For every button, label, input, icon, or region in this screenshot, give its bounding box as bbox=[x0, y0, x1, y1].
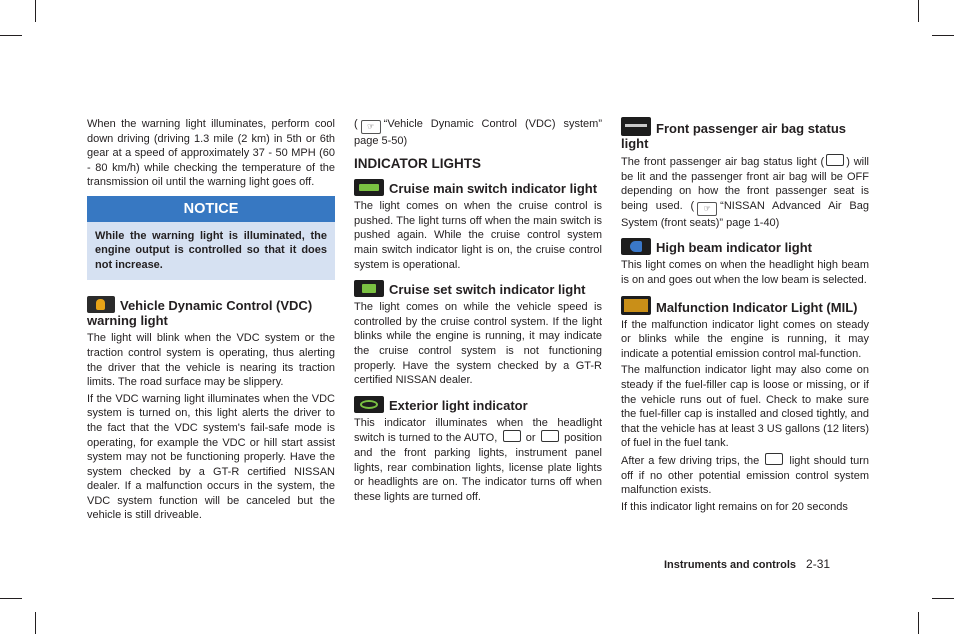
airbag-heading bbox=[621, 117, 869, 151]
middle-column bbox=[354, 117, 602, 506]
cruise-main-paragraph: The light comes on when the cruise control is pushed. The light turns off when the main switch is pushed again. While the cruise control system main switch indicator light is on, the cruise control system is operational. bbox=[354, 200, 602, 271]
highbeam-paragraph: This light comes on when the headlight high beam is on and goes out when the low beam is selected. bbox=[621, 259, 869, 286]
airbag-text-c: “NISSAN Advanced Air Bag System (front seats)” page 1-40) bbox=[621, 199, 869, 229]
crop-mark bbox=[0, 598, 22, 599]
vdc-warning-icon bbox=[87, 296, 115, 313]
service-engine-soon-icon bbox=[765, 453, 783, 465]
cruise-main-icon bbox=[354, 179, 384, 196]
footer-section: Instruments and controls bbox=[664, 559, 797, 571]
left-column bbox=[87, 117, 335, 525]
headlight-icon bbox=[541, 430, 559, 442]
reference-book-icon: ☞ bbox=[697, 202, 717, 216]
cruise-set-paragraph: The light comes on while the vehicle speed is controlled by the cruise control system. If the light blinks while the engine is running, it may indicate the cruise control system is not functioning properly. Have the system checked by a GT-R certified NISSAN dealer. bbox=[354, 301, 602, 387]
mil-paragraph-2: The malfunction indicator light may also come on steady if the fuel-filler cap is loose or missing, or if the vehicle runs out of fuel. Check to make sure the fuel-filler cap is installed and closed tightly, and that the vehicle has at least 3 US gallons (12 liters) of fuel in the fuel tank. bbox=[621, 364, 869, 450]
mil-icon bbox=[621, 296, 651, 315]
crop-mark bbox=[918, 612, 919, 634]
high-beam-icon bbox=[621, 238, 651, 255]
crop-mark bbox=[918, 0, 919, 22]
cooldown-paragraph: When the warning light illuminates, perform cool down driving (driving 1.3 mile (2 km) in 5th or 6th gear at a speed of approximately 37 - 50 MPH (60 - 80 km/h) while checking the temperature of the transmission oil until the warning light goes off. bbox=[87, 118, 335, 189]
parking-light-icon bbox=[503, 430, 521, 442]
reference-book-icon: ☞ bbox=[361, 120, 381, 134]
mil-text-b: light should turn off if no other potential emission control system malfunction exists. bbox=[621, 454, 870, 497]
mil-paragraph-1: If the malfunction indicator light comes on steady or blinks while the engine is running, it may indicate a potential emission control mal-function. bbox=[621, 318, 869, 360]
mil-heading-text: Malfunction Indicator Light (MIL) bbox=[656, 299, 858, 315]
vdc-heading-text: Vehicle Dynamic Control (VDC) warning light bbox=[87, 298, 313, 329]
ref-open-paren: ( bbox=[354, 118, 358, 130]
notice-title: NOTICE bbox=[87, 196, 335, 222]
exterior-text-b: position and the front parking lights, instrument panel lights, rear combination lights, license plate lights or headlights are on. The indicator turns off when these lights are turned off. bbox=[354, 432, 603, 503]
mil-paragraph-4: If this indicator light remains on for 20 seconds bbox=[621, 500, 848, 513]
vdc-paragraph-1: The light will blink when the VDC system or the traction control system is operating, thus alerting the driver that the vehicle is nearing its traction limits. The road surface may be slippery. bbox=[87, 332, 335, 389]
crop-mark bbox=[0, 35, 22, 36]
cruise-set-heading bbox=[354, 280, 602, 297]
vdc-reference bbox=[354, 117, 602, 149]
page-footer bbox=[664, 557, 830, 571]
exterior-heading bbox=[354, 396, 602, 413]
crop-mark bbox=[35, 612, 36, 634]
crop-mark bbox=[35, 0, 36, 22]
airbag-heading-text: Front passenger air bag status light bbox=[621, 121, 846, 151]
exterior-paragraph bbox=[354, 416, 602, 505]
mil-text-a: After a few driving trips, the bbox=[621, 454, 760, 467]
notice-box bbox=[87, 196, 335, 280]
cruise-main-heading bbox=[354, 179, 602, 196]
cruise-set-icon bbox=[354, 280, 384, 297]
airbag-off-icon bbox=[826, 154, 844, 166]
vdc-paragraph-2: If the VDC warning light illuminates when the VDC system is turned on, this light alerts the driver to the fact that the VDC system's fail-safe mode is operating, for example the VDC or hill start assist system may not be functioning properly. Have the system checked by a GT-R certified NISSAN dealer. If a malfunction occurs in the system, the VDC system function will be canceled but the vehicle is still driveable. bbox=[87, 392, 335, 522]
ref-text: “Vehicle Dynamic Control (VDC) system” page 5-50) bbox=[354, 118, 602, 147]
airbag-status-icon bbox=[621, 117, 651, 136]
airbag-text-a: The front passenger air bag status light ( bbox=[621, 156, 825, 168]
exterior-text-a: This indicator illuminates when the headlight switch is turned to the AUTO, bbox=[354, 416, 602, 445]
highbeam-heading-text: High beam indicator light bbox=[656, 240, 813, 256]
crop-mark bbox=[932, 35, 954, 36]
highbeam-heading bbox=[621, 238, 869, 255]
page-number: 2-31 bbox=[806, 557, 831, 571]
airbag-text-b: ) will be lit and the passenger front air bag will be OFF depending on how the front passenger seat is being used. ( bbox=[621, 156, 869, 212]
exterior-heading-text: Exterior light indicator bbox=[389, 397, 528, 413]
exterior-light-icon bbox=[354, 396, 384, 413]
section-heading: INDICATOR LIGHTS bbox=[354, 155, 481, 171]
notice-text: While the warning light is illuminated, the engine output is controlled so that it does not increase. bbox=[87, 222, 335, 281]
vdc-heading bbox=[87, 296, 335, 328]
right-column bbox=[621, 117, 869, 516]
crop-mark bbox=[932, 598, 954, 599]
mil-paragraph-3 bbox=[621, 453, 869, 498]
airbag-paragraph bbox=[621, 154, 869, 230]
mil-heading bbox=[621, 296, 869, 315]
cruise-main-heading-text: Cruise main switch indicator light bbox=[389, 181, 598, 197]
cruise-set-heading-text: Cruise set switch indicator light bbox=[389, 282, 586, 298]
exterior-or: or bbox=[525, 432, 536, 445]
